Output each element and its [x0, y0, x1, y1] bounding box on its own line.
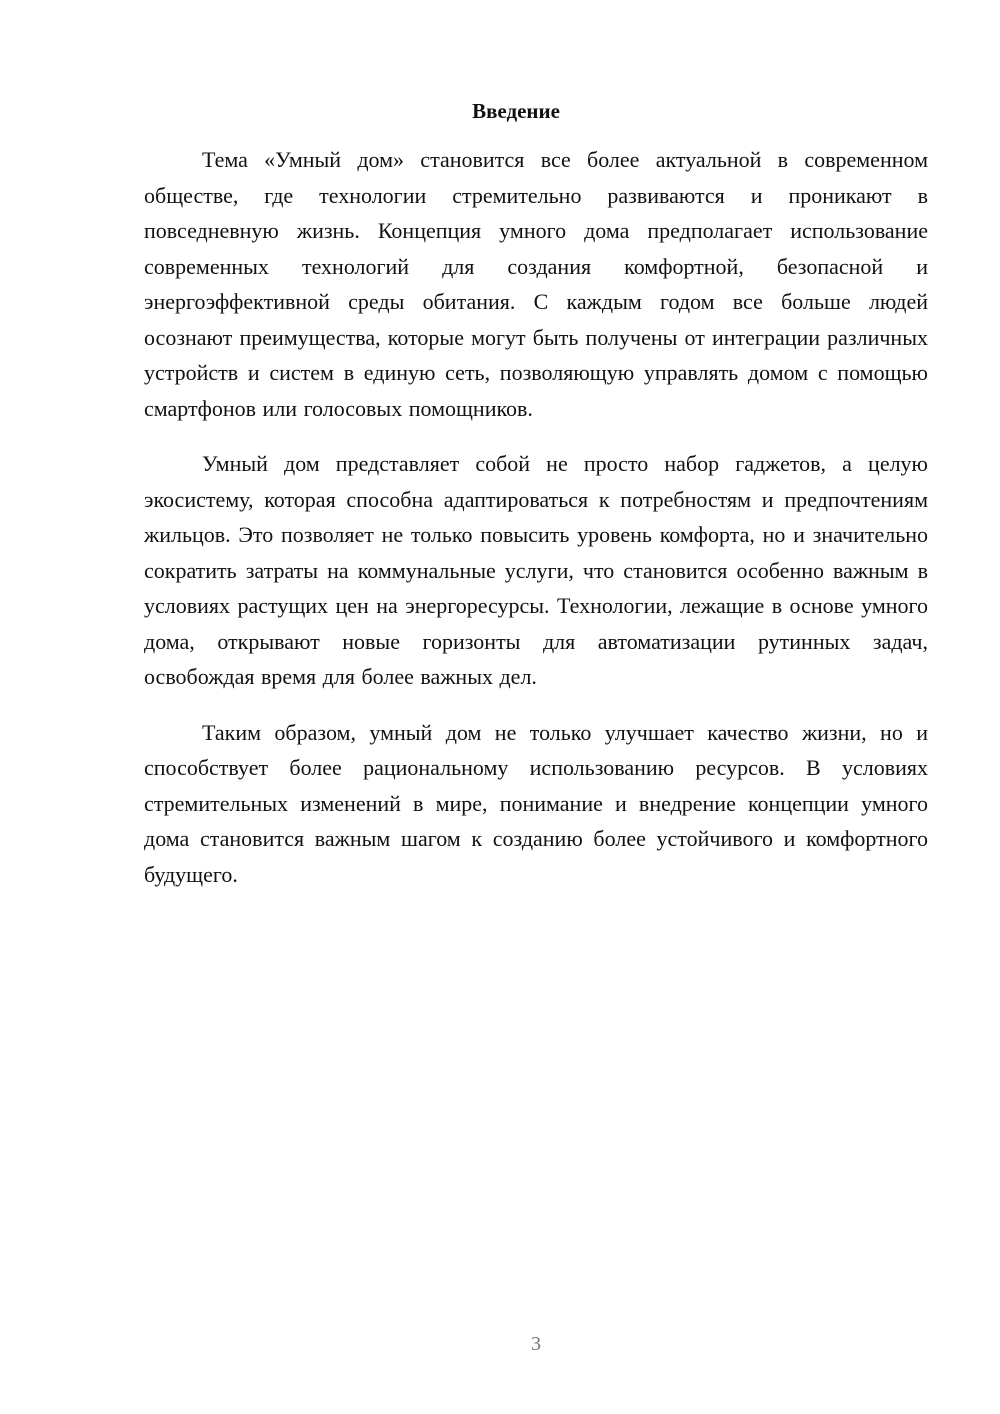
intro-paragraph-1: Тема «Умный дом» становится все более актуальной в современном обществе, где технологии стремительно развиваются и проникают в повседневную жизнь. Концепция умного дома предполагает использование современных технологий для создания комфортной, безопасной и энергоэффективной среды обитания. С каждым годом все больше людей осознают преимущества, которые могут быть получены от интеграции различных устройств и систем в единую сеть, позволяющую управлять домом с помощью смартфонов или голосовых помощников.: [144, 147, 928, 421]
intro-paragraph-3: Таким образом, умный дом не только улучшает качество жизни, но и способствует более рациональному использованию ресурсов. В условиях стремительных изменений в мире, понимание и внедрение концепции умного дома становится важным шагом к созданию более устойчивого и комфортного будущего.: [144, 719, 928, 887]
page-number: 3: [531, 1333, 541, 1355]
section-title: Введение: [472, 99, 560, 123]
document-content: [144, 94, 928, 912]
intro-paragraph-2: Умный дом представляет собой не просто набор гаджетов, а целую экосистему, которая способна адаптироваться к потребностям и предпочтениям жильцов. Это позволяет не только повысить уровень комфорта, но и значительно сократить затраты на коммунальные услуги, что становится особенно важным в условиях растущих цен на энергоресурсы. Технологии, лежащие в основе умного дома, открывают новые горизонты для автоматизации рутинных задач, освобождая время для более важных дел.: [144, 451, 928, 689]
